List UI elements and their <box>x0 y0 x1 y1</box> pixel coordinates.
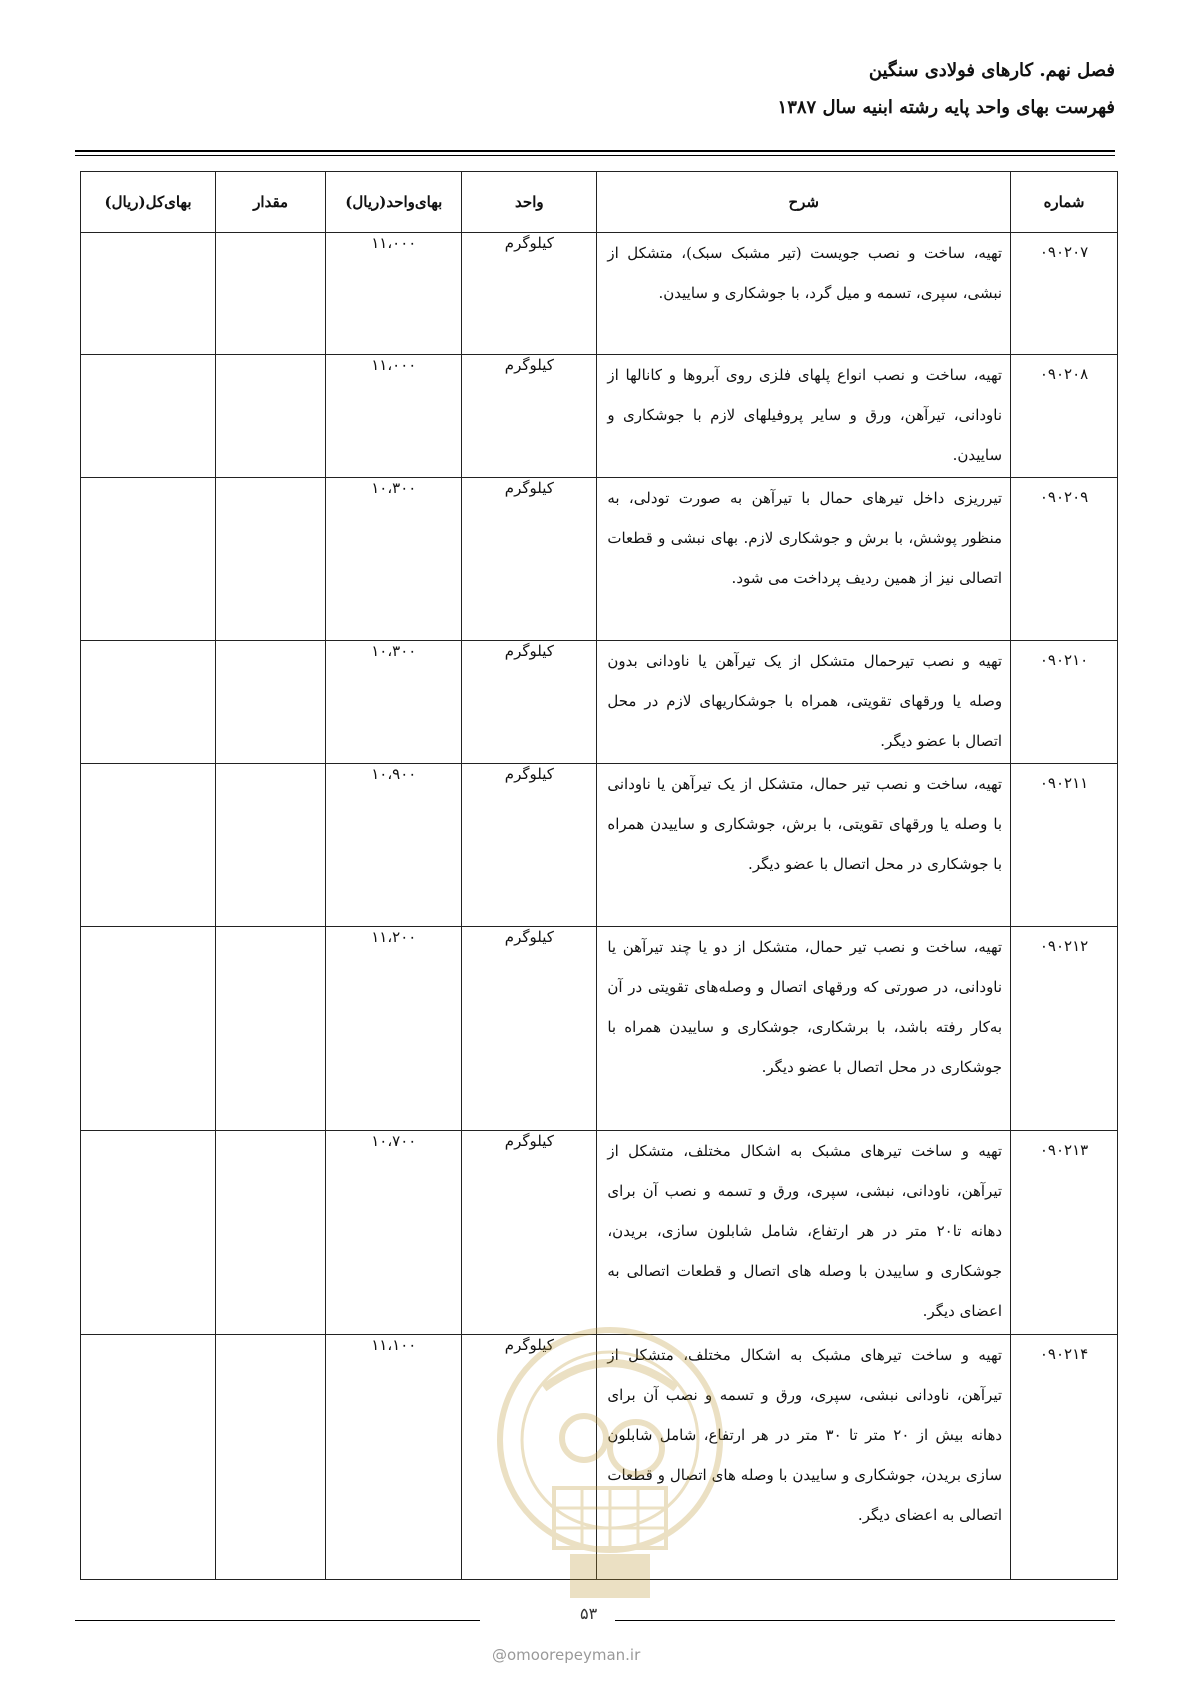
chapter-title: فصل نهم. کارهای فولادی سنگین <box>868 60 1115 81</box>
row-unit-price: ۱۱،۰۰۰ <box>326 355 462 478</box>
row-quantity <box>216 233 326 355</box>
row-code: ۰۹۰۲۱۴ <box>1011 1335 1118 1580</box>
header-quantity: مقدار <box>216 172 326 233</box>
row-total-price <box>81 355 216 478</box>
row-code: ۰۹۰۲۱۱ <box>1011 764 1118 927</box>
row-total-price <box>81 764 216 927</box>
header-description: شرح <box>597 172 1011 233</box>
header-total-price: بهای‌کل(ریال) <box>81 172 216 233</box>
row-description: تهیه، ساخت و نصب جویست (تیر مشبک سبک)، متشکل از نبشی، سپری، تسمه و میل گرد، با جوشکاری و ساییدن. <box>597 233 1011 355</box>
header-unit-price: بهای‌واحد(ریال) <box>326 172 462 233</box>
document-subtitle: فهرست بهای واحد پایه رشته ابنیه سال ۱۳۸۷ <box>777 97 1115 118</box>
table-row <box>81 641 1118 764</box>
watermark-seal-icon <box>484 1318 736 1618</box>
header-rule-thin <box>75 155 1115 156</box>
row-description: تهیه، ساخت و نصب تیر حمال، متشکل از یک تیرآهن یا ناودانی با وصله یا ورقهای تقویتی، با برش، جوشکاری و ساییدن همراه با جوشکاری در محل اتصال با عضو دیگر. <box>597 764 1011 927</box>
header-code: شماره <box>1011 172 1118 233</box>
page-number: ۵۳ <box>580 1604 598 1623</box>
table-row <box>81 355 1118 478</box>
row-unit: کیلوگرم <box>462 641 597 764</box>
row-total-price <box>81 927 216 1131</box>
row-unit: کیلوگرم <box>462 233 597 355</box>
row-unit: کیلوگرم <box>462 764 597 927</box>
table-row <box>81 764 1118 927</box>
row-total-price <box>81 641 216 764</box>
row-total-price <box>81 1131 216 1335</box>
row-unit-price: ۱۱،۰۰۰ <box>326 233 462 355</box>
table-header-row <box>81 172 1118 233</box>
row-code: ۰۹۰۲۰۸ <box>1011 355 1118 478</box>
row-description: تهیه، ساخت و نصب انواع پلهای فلزی روی آبروها و کانالها از ناودانی، تیرآهن، ورق و سایر پروفیلهای لازم با جوشکاری و ساییدن. <box>597 355 1011 478</box>
row-unit-price: ۱۱،۲۰۰ <box>326 927 462 1131</box>
table-row <box>81 233 1118 355</box>
row-unit: کیلوگرم <box>462 478 597 641</box>
row-description: تیرریزی داخل تیرهای حمال با تیرآهن به صورت تودلی، به منظور پوشش، با برش و جوشکاری لازم. بهای نبشی و قطعات اتصالی نیز از همین ردیف پرداخت می شود. <box>597 478 1011 641</box>
row-unit-price: ۱۰،۳۰۰ <box>326 478 462 641</box>
page-header <box>75 60 1115 118</box>
row-quantity <box>216 764 326 927</box>
table-row <box>81 927 1118 1131</box>
row-unit-price: ۱۰،۳۰۰ <box>326 641 462 764</box>
row-quantity <box>216 478 326 641</box>
row-code: ۰۹۰۲۰۹ <box>1011 478 1118 641</box>
row-unit: کیلوگرم <box>462 927 597 1131</box>
row-unit: کیلوگرم <box>462 355 597 478</box>
footer-rule-right <box>615 1620 1115 1621</box>
row-description: تهیه و ساخت تیرهای مشبک به اشکال مختلف، متشکل از تیرآهن، ناودانی نبشی، سپری، ورق و تسمه و نصب آن برای دهانه بیش از ۲۰ متر تا ۳۰ متر در هر ارتفاع، شامل شابلون سازی بریدن، جوشکاری و ساییدن با وصله های اتصال و قطعات اتصالی به اعضای دیگر. <box>597 1335 1011 1580</box>
row-code: ۰۹۰۲۱۲ <box>1011 927 1118 1131</box>
row-total-price <box>81 233 216 355</box>
row-total-price <box>81 478 216 641</box>
row-code: ۰۹۰۲۱۰ <box>1011 641 1118 764</box>
row-code: ۰۹۰۲۱۳ <box>1011 1131 1118 1335</box>
footer-rule-left <box>75 1620 480 1621</box>
watermark-url: @omoorepeyman.ir <box>492 1646 641 1664</box>
row-quantity <box>216 927 326 1131</box>
row-quantity <box>216 1335 326 1580</box>
row-total-price <box>81 1335 216 1580</box>
header-rule-thick <box>75 150 1115 152</box>
row-description: تهیه و ساخت تیرهای مشبک به اشکال مختلف، متشکل از تیرآهن، ناودانی، نبشی، سپری، ورق و تسمه و نصب آن برای دهانه تا۲۰ متر در هر ارتفاع، شامل شابلون سازی، بریدن، جوشکاری و ساییدن با وصله های اتصال و قطعات اتصالی به اعضای دیگر. <box>597 1131 1011 1335</box>
row-description: تهیه، ساخت و نصب تیر حمال، متشکل از دو یا چند تیرآهن یا ناودانی، در صورتی که ورقهای اتصال و وصله‌های تقویتی در آن به‌کار رفته باشد، با برشکاری، جوشکاری و ساییدن همراه با جوشکاری در محل اتصال با عضو دیگر. <box>597 927 1011 1131</box>
row-unit-price: ۱۱،۱۰۰ <box>326 1335 462 1580</box>
row-unit-price: ۱۰،۷۰۰ <box>326 1131 462 1335</box>
table-row <box>81 478 1118 641</box>
table-row <box>81 1131 1118 1335</box>
row-code: ۰۹۰۲۰۷ <box>1011 233 1118 355</box>
row-unit: کیلوگرم <box>462 1131 597 1335</box>
row-quantity <box>216 355 326 478</box>
row-description: تهیه و نصب تیرحمال متشکل از یک تیرآهن یا ناودانی بدون وصله یا ورقهای تقویتی، همراه با جوشکاریهای لازم در محل اتصال با عضو دیگر. <box>597 641 1011 764</box>
header-unit: واحد <box>462 172 597 233</box>
row-quantity <box>216 1131 326 1335</box>
row-quantity <box>216 641 326 764</box>
row-unit-price: ۱۰،۹۰۰ <box>326 764 462 927</box>
row-unit: کیلوگرم <box>462 1335 597 1580</box>
